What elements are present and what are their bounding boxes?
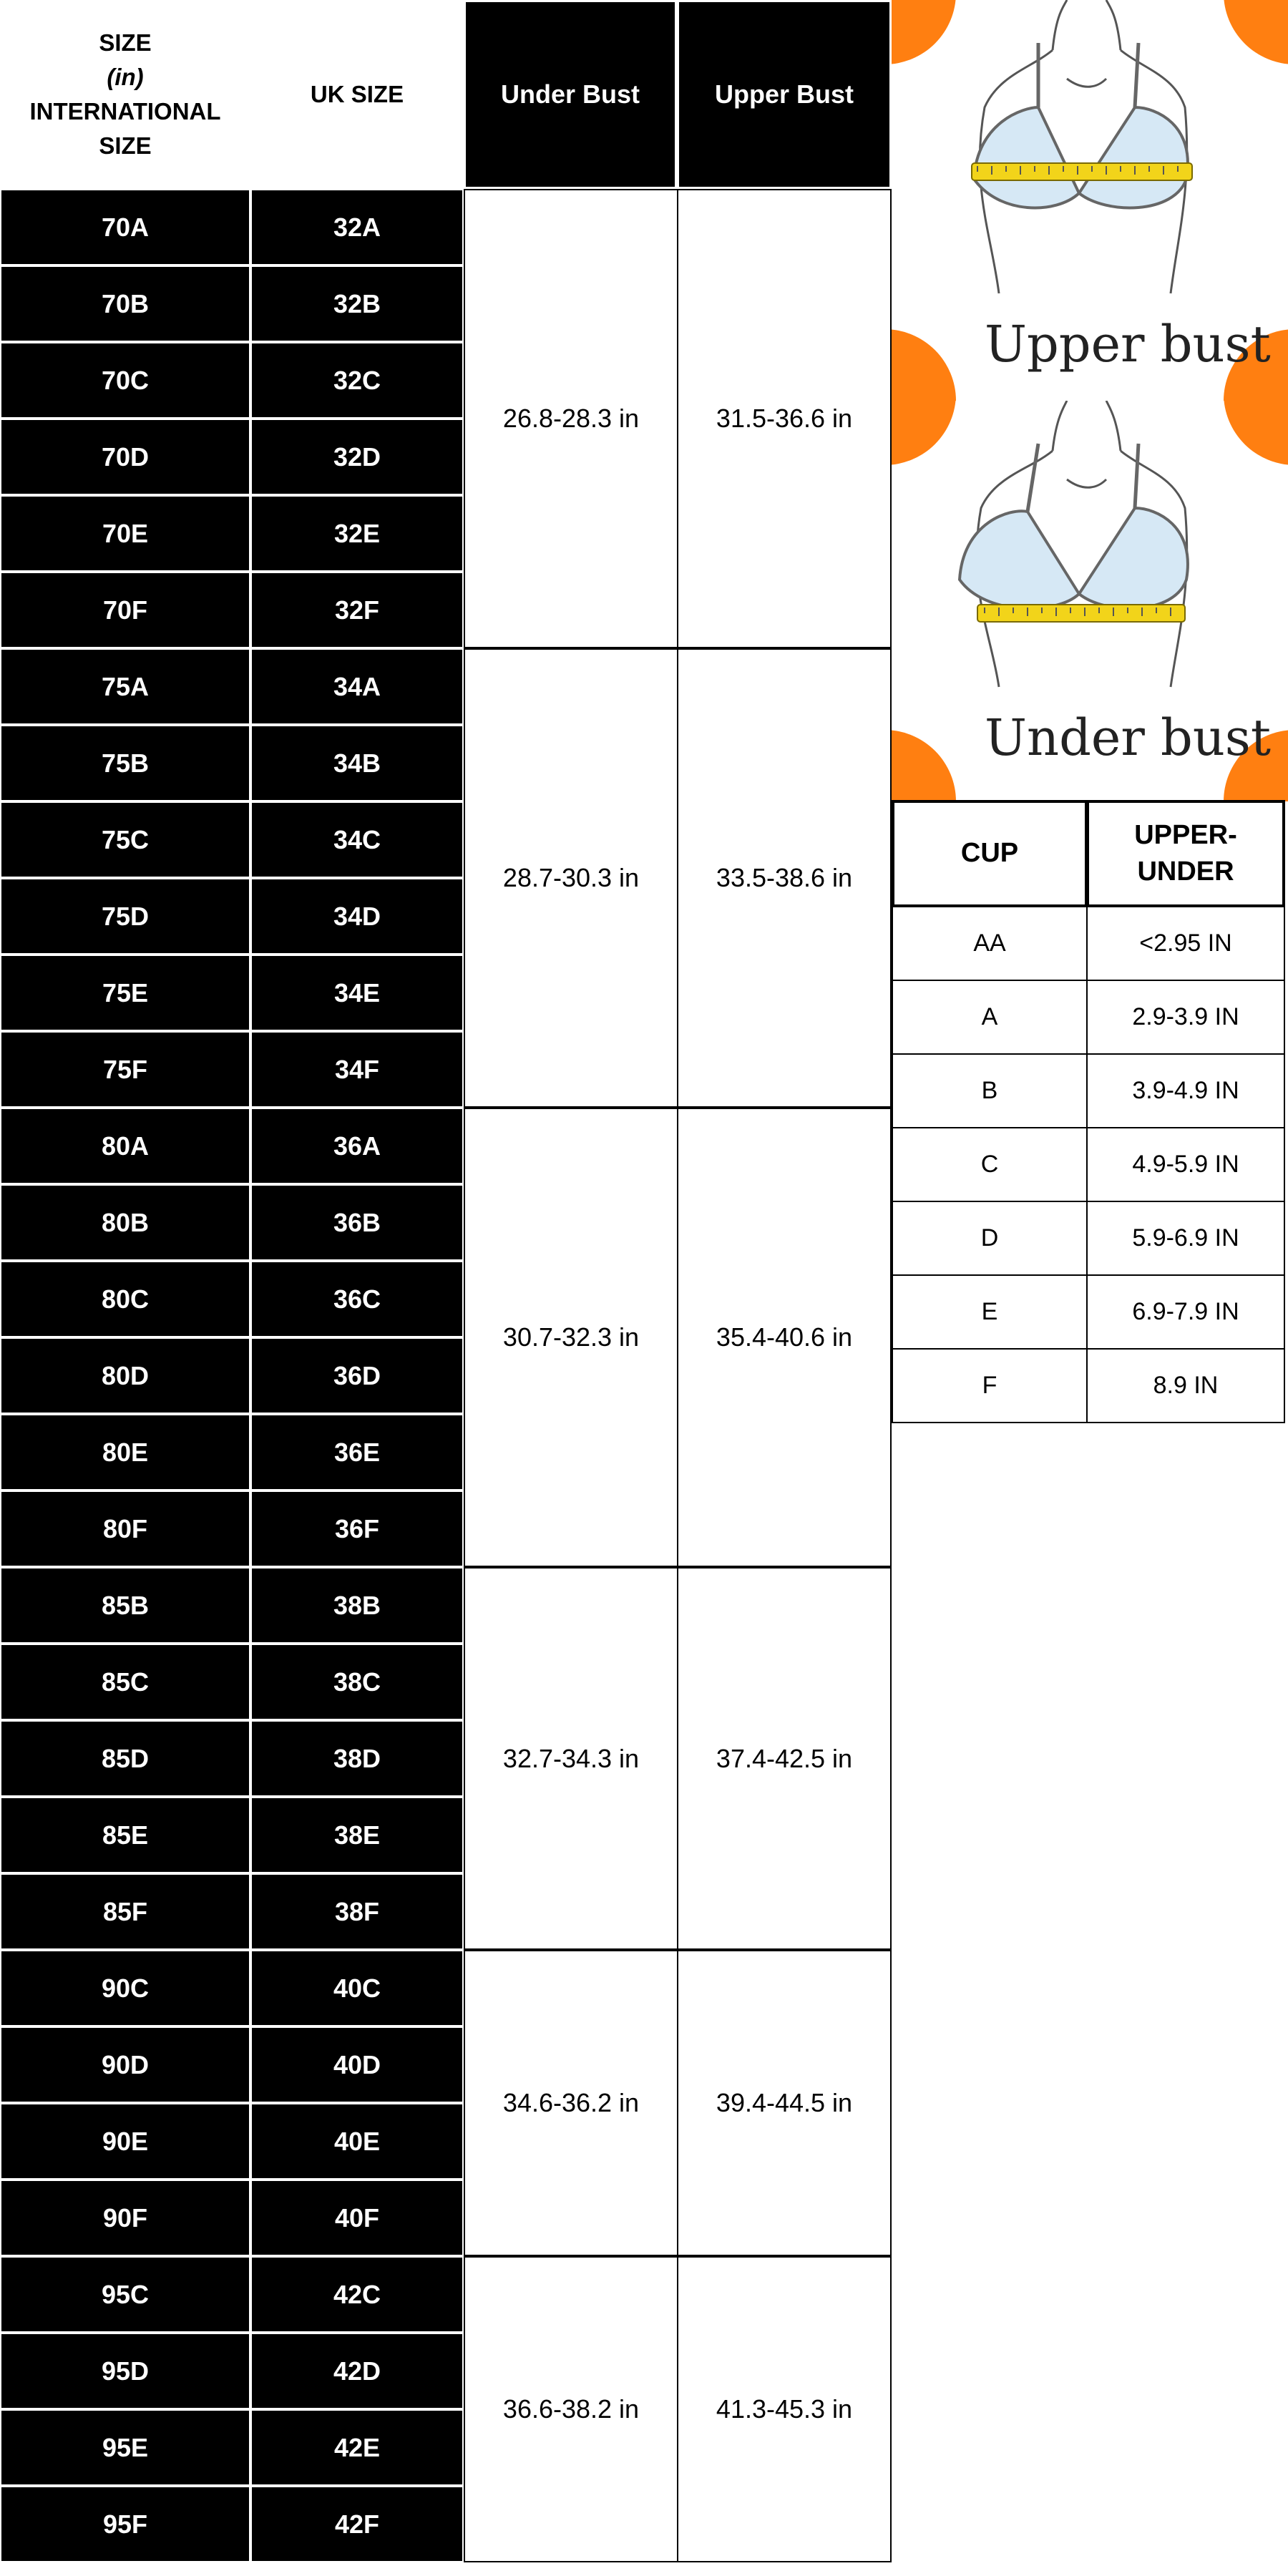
- international-size-cell: 80F: [0, 1491, 250, 1567]
- header-upper-bust: [677, 0, 892, 189]
- upper-bust-cell: 31.5-36.6 in: [677, 189, 892, 648]
- international-size-cell: 85C: [0, 1644, 250, 1720]
- upper-bust-cell: 33.5-38.6 in: [677, 648, 892, 1108]
- international-size-cell: 85F: [0, 1873, 250, 1950]
- international-size-cell: 90F: [0, 2180, 250, 2256]
- uk-size-cell: 40F: [250, 2180, 464, 2256]
- international-size-cell: 80C: [0, 1261, 250, 1337]
- international-size-cell: 95E: [0, 2409, 250, 2486]
- uk-size-cell: 38C: [250, 1644, 464, 1720]
- header-uk-size-label: UK SIZE: [310, 81, 404, 108]
- uk-size-cell: 36F: [250, 1491, 464, 1567]
- under-bust-illustration: [892, 401, 1288, 801]
- header-under-bust: [464, 0, 677, 189]
- cup-difference-cell: 2.9-3.9 IN: [1086, 980, 1285, 1055]
- upper-bust-illustration: [892, 0, 1288, 401]
- cup-letter-cell: AA: [892, 906, 1088, 981]
- international-size-cell: 70E: [0, 495, 250, 572]
- uk-size-cell: 40E: [250, 2103, 464, 2180]
- upper-bust-cell: 39.4-44.5 in: [677, 1950, 892, 2256]
- international-size-cell: 80B: [0, 1184, 250, 1261]
- uk-size-cell: 36A: [250, 1108, 464, 1184]
- uk-size-cell: 38E: [250, 1797, 464, 1873]
- uk-size-cell: 42C: [250, 2256, 464, 2333]
- uk-size-cell: 32D: [250, 419, 464, 495]
- uk-size-cell: 38D: [250, 1720, 464, 1797]
- upper-under-header-line2: UNDER: [1137, 857, 1234, 887]
- cup-header: [892, 800, 1088, 907]
- decor-circle: [1224, 401, 1288, 465]
- upper-bust-label: Upper bust: [985, 315, 1271, 374]
- international-size-cell: 95C: [0, 2256, 250, 2333]
- international-size-cell: 80E: [0, 1414, 250, 1491]
- uk-size-cell: 34E: [250, 955, 464, 1031]
- header-size-line3: INTERNATIONAL: [29, 98, 221, 125]
- uk-size-cell: 34F: [250, 1031, 464, 1108]
- international-size-cell: 95D: [0, 2333, 250, 2409]
- uk-size-cell: 32E: [250, 495, 464, 572]
- cup-letter-cell: A: [892, 980, 1088, 1055]
- uk-size-cell: 40C: [250, 1950, 464, 2026]
- cup-letter-cell: E: [892, 1274, 1088, 1350]
- cup-difference-cell: 5.9-6.9 IN: [1086, 1201, 1285, 1276]
- uk-size-cell: 32C: [250, 342, 464, 419]
- uk-size-cell: 32A: [250, 189, 464, 265]
- international-size-cell: 70C: [0, 342, 250, 419]
- uk-size-cell: 34B: [250, 725, 464, 801]
- international-size-cell: 85E: [0, 1797, 250, 1873]
- header-upper-bust-label: Upper Bust: [714, 79, 854, 109]
- under-bust-cell: 28.7-30.3 in: [464, 648, 678, 1108]
- upper-bust-figure: [892, 0, 1288, 401]
- international-size-cell: 85B: [0, 1567, 250, 1644]
- international-size-cell: 75B: [0, 725, 250, 801]
- upper-bust-cell: 35.4-40.6 in: [677, 1108, 892, 1567]
- cup-difference-cell: 8.9 IN: [1086, 1348, 1285, 1423]
- international-size-cell: 85D: [0, 1720, 250, 1797]
- tape-measure: [972, 163, 1192, 180]
- international-size-cell: 70A: [0, 189, 250, 265]
- under-bust-cell: 32.7-34.3 in: [464, 1567, 678, 1950]
- cup-letter-cell: C: [892, 1127, 1088, 1202]
- uk-size-cell: 32F: [250, 572, 464, 648]
- under-bust-figure: [892, 401, 1288, 801]
- under-bust-cell: 34.6-36.2 in: [464, 1950, 678, 2256]
- uk-size-cell: 42F: [250, 2486, 464, 2562]
- international-size-cell: 90C: [0, 1950, 250, 2026]
- decor-circle: [892, 401, 956, 465]
- under-bust-cell: 36.6-38.2 in: [464, 2256, 678, 2562]
- international-size-cell: 80D: [0, 1337, 250, 1414]
- upper-bust-cell: 41.3-45.3 in: [677, 2256, 892, 2562]
- international-size-cell: 75C: [0, 801, 250, 878]
- uk-size-cell: 36D: [250, 1337, 464, 1414]
- cup-difference-cell: 4.9-5.9 IN: [1086, 1127, 1285, 1202]
- international-size-cell: 75F: [0, 1031, 250, 1108]
- header-size-line1: SIZE: [99, 29, 152, 57]
- uk-size-cell: 32B: [250, 265, 464, 342]
- uk-size-cell: 36C: [250, 1261, 464, 1337]
- under-bust-label: Under bust: [985, 708, 1271, 767]
- decor-circle: [892, 329, 956, 401]
- cup-letter-cell: D: [892, 1201, 1088, 1276]
- header-size-line2: (in): [107, 64, 144, 91]
- header-size-line4: SIZE: [99, 132, 152, 159]
- header-under-bust-label: Under Bust: [500, 79, 640, 109]
- under-bust-cell: 26.8-28.3 in: [464, 189, 678, 648]
- decor-circle: [892, 730, 956, 801]
- uk-size-cell: 38B: [250, 1567, 464, 1644]
- uk-size-cell: 34A: [250, 648, 464, 725]
- uk-size-cell: 36E: [250, 1414, 464, 1491]
- international-size-cell: 75A: [0, 648, 250, 725]
- international-size-cell: 95F: [0, 2486, 250, 2562]
- uk-size-cell: 38F: [250, 1873, 464, 1950]
- international-size-cell: 75D: [0, 878, 250, 955]
- international-size-cell: 70B: [0, 265, 250, 342]
- upper-bust-cell: 37.4-42.5 in: [677, 1567, 892, 1950]
- upper-under-header-line1: UPPER-: [1134, 819, 1237, 850]
- international-size-cell: 70D: [0, 419, 250, 495]
- international-size-cell: 75E: [0, 955, 250, 1031]
- under-bust-cell: 30.7-32.3 in: [464, 1108, 678, 1567]
- uk-size-cell: 42E: [250, 2409, 464, 2486]
- cup-header-label: CUP: [960, 838, 1019, 869]
- cup-letter-cell: B: [892, 1053, 1088, 1128]
- uk-size-cell: 34D: [250, 878, 464, 955]
- international-size-cell: 90D: [0, 2026, 250, 2103]
- cup-difference-cell: <2.95 IN: [1086, 906, 1285, 981]
- header-uk-size: [250, 0, 464, 189]
- decor-circle: [892, 0, 956, 64]
- uk-size-cell: 42D: [250, 2333, 464, 2409]
- cup-difference-cell: 3.9-4.9 IN: [1086, 1053, 1285, 1128]
- decor-circle: [1224, 0, 1288, 64]
- uk-size-cell: 36B: [250, 1184, 464, 1261]
- uk-size-cell: 40D: [250, 2026, 464, 2103]
- cup-difference-cell: 6.9-7.9 IN: [1086, 1274, 1285, 1350]
- upper-under-header: [1086, 800, 1285, 907]
- international-size-cell: 70F: [0, 572, 250, 648]
- header-international-size: [0, 0, 250, 189]
- cup-letter-cell: F: [892, 1348, 1088, 1423]
- international-size-cell: 80A: [0, 1108, 250, 1184]
- tape-measure: [977, 605, 1185, 622]
- international-size-cell: 90E: [0, 2103, 250, 2180]
- uk-size-cell: 34C: [250, 801, 464, 878]
